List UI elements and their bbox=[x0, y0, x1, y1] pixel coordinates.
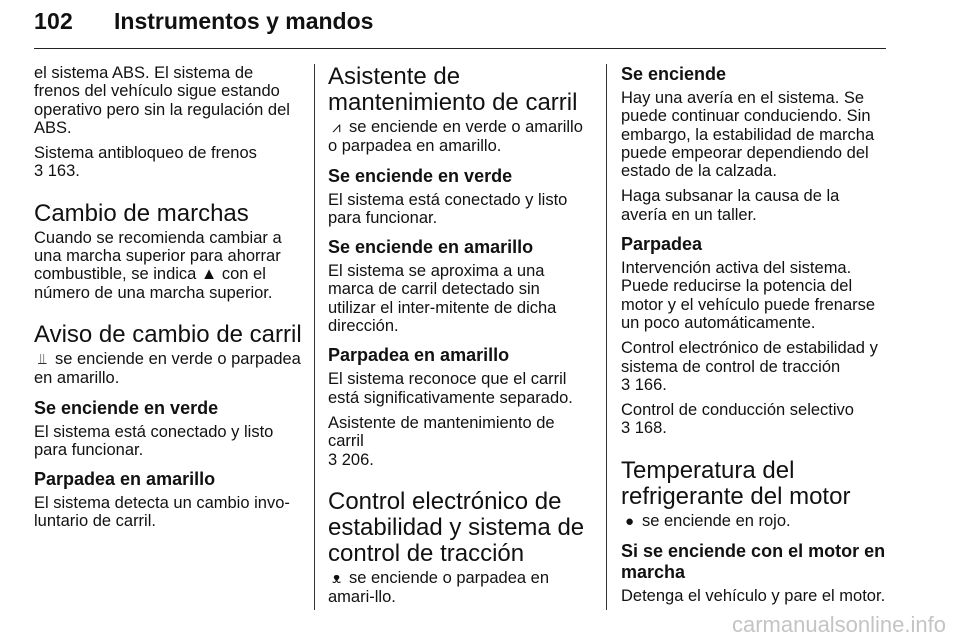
xref-title: Control de conducción selectivo bbox=[621, 401, 854, 420]
column-1 bbox=[34, 64, 302, 538]
header-rule bbox=[34, 48, 886, 49]
subsection-heading: Se enciende bbox=[621, 64, 727, 84]
subsection-heading: Parpadea bbox=[621, 234, 703, 255]
section-heading: Asistente de mantenimiento de carril bbox=[328, 63, 578, 116]
paragraph: Detenga el vehículo y pare el motor. bbox=[621, 587, 886, 606]
paragraph bbox=[34, 144, 302, 181]
lane-keep-assist-icon: ⩘ bbox=[332, 119, 341, 136]
subsection-heading: Si se enciende con el motor en marcha bbox=[621, 541, 886, 583]
xref-title: Control electrónico de estabilidad y sistema de control de tracción bbox=[621, 339, 878, 376]
chapter-title: Instrumentos y mandos bbox=[114, 8, 374, 34]
page-reference-link[interactable]: 3 166. bbox=[621, 375, 667, 394]
paragraph-text: se enciende en rojo. bbox=[642, 511, 791, 530]
section-heading: Cambio de marchas bbox=[34, 199, 249, 227]
paragraph bbox=[328, 414, 592, 469]
section-heading: Control electrónico de estabilidad y sistema de control de tracción bbox=[328, 487, 585, 567]
page-header bbox=[34, 8, 886, 44]
paragraph: Cuando se recomienda cambiar a una marcha superior para ahorrar combustible, se indica ▲ con el número de una marcha superior. bbox=[34, 228, 282, 302]
column-2 bbox=[328, 64, 592, 613]
paragraph: Haga subsanar la causa de la avería en un taller. bbox=[621, 187, 840, 224]
paragraph bbox=[328, 569, 592, 607]
xref-title: Asistente de mantenimiento de carril bbox=[328, 413, 555, 451]
page-number: 102 bbox=[34, 8, 73, 34]
subsection-heading: Se enciende en verde bbox=[328, 165, 513, 186]
paragraph bbox=[621, 401, 887, 438]
paragraph bbox=[621, 339, 887, 394]
lane-departure-icon: ⫫ bbox=[38, 350, 47, 368]
paragraph: El sistema detecta un cambio invo-luntario de carril. bbox=[34, 494, 290, 531]
paragraph-text: se enciende en verde o parpadea en amarillo. bbox=[34, 349, 301, 388]
esc-skid-icon: ᴥ bbox=[331, 569, 342, 587]
page-reference-link[interactable]: 3 206. bbox=[328, 450, 374, 469]
paragraph bbox=[621, 512, 887, 531]
paragraph: El sistema se aproxima a una marca de carril detectado sin utilizar el inter-mitente de dicha dirección. bbox=[328, 262, 557, 336]
column-divider-2 bbox=[606, 64, 607, 610]
column-divider-1 bbox=[314, 64, 315, 610]
subsection-heading: Parpadea en amarillo bbox=[328, 345, 510, 366]
paragraph bbox=[34, 350, 302, 388]
paragraph: El sistema reconoce que el carril está significativamente separado. bbox=[328, 370, 573, 407]
paragraph-text: se enciende en verde o amarillo o parpadea en amarillo. bbox=[328, 118, 583, 156]
section-heading: Temperatura del refrigerante del motor bbox=[621, 456, 851, 510]
paragraph: el sistema ABS. El sistema de frenos del vehículo sigue estando operativo pero sin la regulación del ABS. bbox=[34, 64, 290, 137]
subsection-heading: Se enciende en amarillo bbox=[328, 237, 534, 258]
column-3 bbox=[621, 64, 887, 612]
page-reference-link[interactable]: 3 163. bbox=[34, 162, 80, 181]
paragraph: El sistema está conectado y listo para funcionar. bbox=[328, 190, 568, 227]
subsection-heading: Parpadea en amarillo bbox=[34, 469, 216, 490]
section-heading: Aviso de cambio de carril bbox=[34, 320, 302, 348]
xref-title: Sistema antibloqueo de frenos bbox=[34, 144, 257, 163]
page-reference-link[interactable]: 3 168. bbox=[621, 419, 667, 438]
paragraph: El sistema está conectado y listo para funcionar. bbox=[34, 422, 274, 459]
paragraph-text: se enciende o parpadea en amari-llo. bbox=[328, 568, 549, 607]
paragraph: Hay una avería en el sistema. Se puede continuar conduciendo. Sin embargo, la estabilidad de marcha puede empeorar dependiendo del estado de la calzada. bbox=[621, 89, 875, 181]
paragraph: Intervención activa del sistema. Puede reducirse la potencia del motor y el vehículo puede frenarse un poco automáticamente. bbox=[621, 259, 876, 332]
paragraph bbox=[328, 118, 592, 156]
coolant-temp-icon: ● bbox=[624, 512, 635, 530]
watermark: carmanualsonline.info bbox=[731, 612, 946, 637]
subsection-heading: Se enciende en verde bbox=[34, 397, 219, 418]
